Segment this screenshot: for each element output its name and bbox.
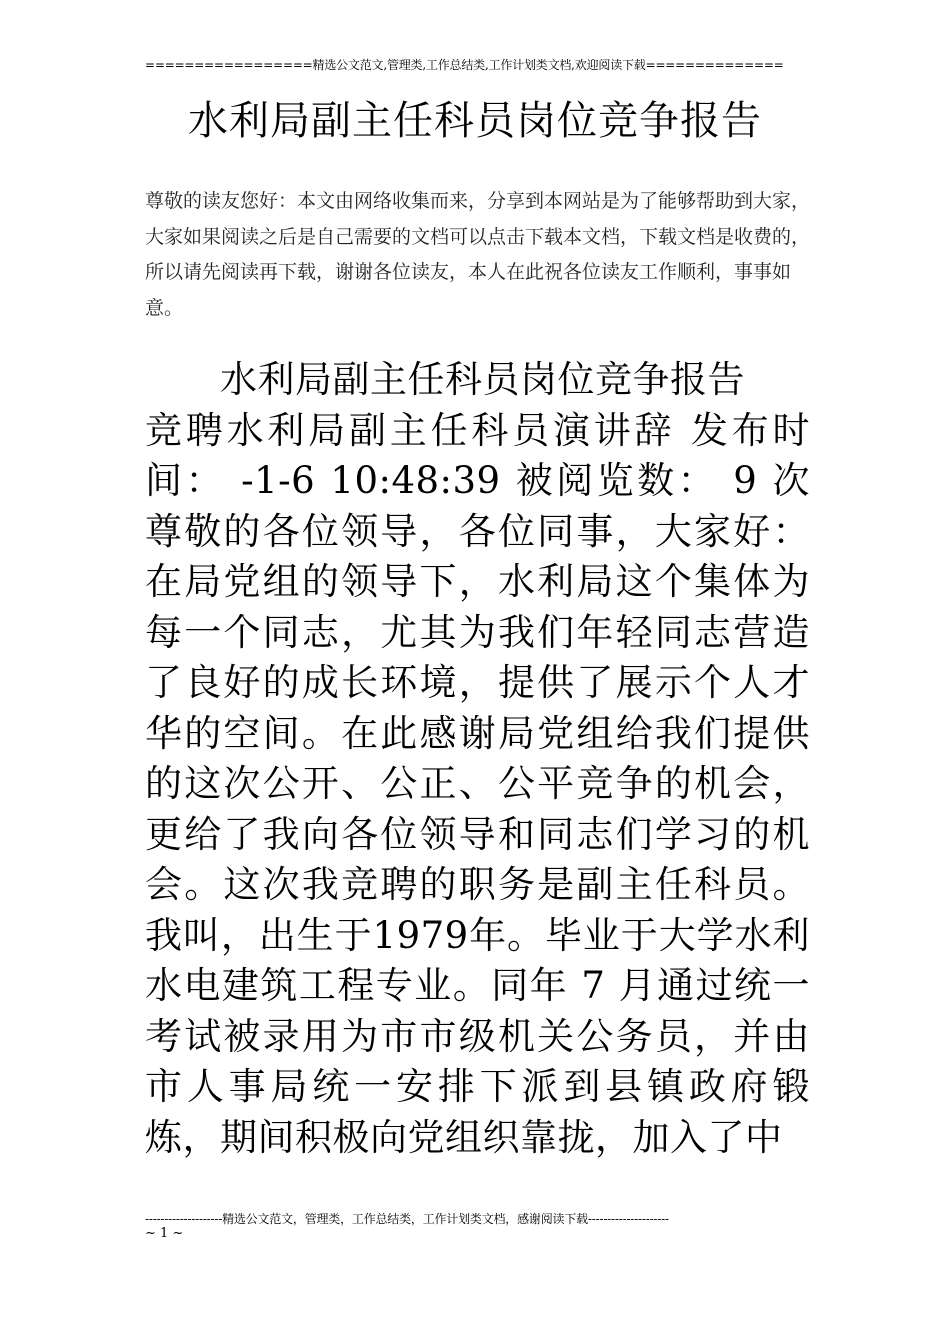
document-body: [145, 355, 810, 1163]
header-banner: =================精选公文范文,管理类,工作总结类,工作计划类文档,欢迎阅读下载==============: [145, 58, 784, 72]
body-title: 水利局副主任科员岗位竞争报告: [220, 358, 745, 401]
body-paragraph: 竞聘水利局副主任科员演讲辞 发布时间： -1-6 10:48:39 被阅览数： 9 次尊敬的各位领导，各位同事，大家好：在局党组的领导下，水利局这个集体为每一个同志，尤其为我们年轻同志营造了良好的成长环境，提供了展示个人才华的空间。在此感谢局党组给我们提供的这次公开、公正、公平竞争的机会，更给了我向各位领导和同志们学习的机会。这次我竞聘的职务是副主任科员。我叫，出生于1979年。毕业于大学水利水电建筑工程专业。同年 7 月通过统一考试被录用为市市级机关公务员，并由市人事局统一安排下派到县镇政府锻炼，期间积极向党组织靠拢，加入了中: [145, 408, 810, 1159]
document-title: 水利局副主任科员岗位竞争报告: [188, 98, 762, 144]
page-number: ~ 1 ~: [145, 1226, 184, 1241]
reader-notice: 尊敬的读友您好：本文由网络收集而来，分享到本网站是为了能够帮助到大家，大家如果阅读之后是自己需要的文档可以点击下载本文档，下载文档是收费的，所以请先阅读再下载，谢谢各位读友，本人在此祝各位读友工作顺利，事事如意。: [145, 190, 811, 319]
footer-banner: --------------------精选公文范文，管理类，工作总结类，工作计划类文档，感谢阅读下载---------------------: [145, 1212, 669, 1226]
